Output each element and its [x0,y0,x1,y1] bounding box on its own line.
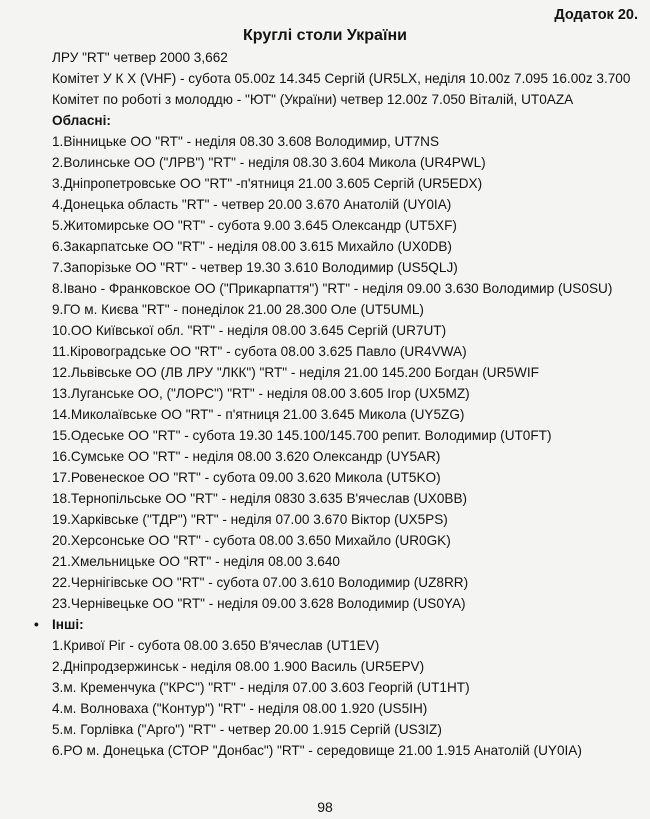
list-item: 12.Львівське ОО (ЛВ ЛРУ "ЛКК") "RT" - неділя 21.00 145.200 Богдан (UR5WIF [52,365,539,380]
list-item: 23.Чернівецьке ОО "RT" - неділя 09.00 3.628 Володимир (US0YA) [52,596,466,611]
bullet-icon: • [34,617,39,632]
list-item: 4.Донецька область "RT" - четвер 20.00 3.670 Анатолій (UY0IA) [52,197,452,212]
list-item: 2.Дніпродзержинськ - неділя 08.00 1.900 Василь (UR5EPV) [52,659,425,674]
list-item: 15.Одеське ОО "RT" - субота 19.30 145.100/145.700 репит. Володимир (UT0FT) [52,428,552,443]
list-item: 3.м. Кременчука ("КРС") "RT" - неділя 07.00 3.603 Георгій (UT1HT) [52,680,470,695]
list-item: 21.Хмельницьке ОО "RT" - неділя 08.00 3.640 [52,554,340,569]
list-item: 9.ГО м. Києва "RT" - понеділок 21.00 28.300 Оле (UT5UML) [52,302,424,317]
list-item: 1.Вінницьке ОО "RT" - неділя 08.30 3.608 Володимир, UT7NS [52,134,440,149]
intro-line-vhf-committee: Комітет У К Х (VHF) - субота 05.00z 14.345 Сергій (UR5LX, неділя 10.00z 7.095 16.00z 3.700 [52,71,631,86]
others-heading-row [16,614,640,635]
list-item: 1.Кривої Ріг - субота 08.00 3.650 В'ячеслав (UT1EV) [52,638,380,653]
list-item: 10.ОО Київської обл. "RT" - неділя 08.00 3.645 Сергій (UR7UT) [52,323,447,338]
list-item: 11.Кіровоградське ОО "RT" - субота 08.00 3.625 Павло (UR4VWA) [52,344,467,359]
regional-heading: Обласні: [52,113,111,128]
list-item: 2.Волинське ОО ("ЛРВ") "RT" - неділя 08.30 3.604 Микола (UR4PWL) [52,155,486,170]
list-item: 7.Запорізьке ОО "RT" - четвер 19.30 3.610 Володимир (US5QLJ) [52,260,458,275]
list-item: 8.Івано - Франковское ОО ("Прикарпаття") "RT" - неділя 09.00 3.630 Володимир (US0SU) [52,281,613,296]
page-number: 98 [317,799,333,815]
list-item: 6.Закарпатське ОО "RT" - неділя 08.00 3.615 Михайло (UX0DB) [52,239,452,254]
list-item: 13.Луганське ОО, ("ЛОРС") "RT" - неділя 08.00 3.605 Ігор (UX5MZ) [52,386,470,401]
document-body [16,47,640,761]
list-item: 20.Херсонське ОО "RT" - субота 08.00 3.650 Михайло (UR0GK) [52,533,451,548]
list-item: 18.Тернопільське ОО "RT" - неділя 0830 3.635 В'ячеслав (UX0BB) [52,491,468,506]
page-title: Круглі столи України [243,27,407,44]
list-item: 16.Сумське ОО "RT" - неділя 08.00 3.620 Олександр (UY5AR) [52,449,441,464]
list-item: 4.м. Волноваха ("Контур") "RT" - неділя 08.00 1.920 (US5IH) [52,701,428,716]
list-item: 5.Житомирське ОО "RT" - субота 9.00 3.645 Олександр (UT5XF) [52,218,457,233]
appendix-label: Додаток 20. [554,7,638,23]
list-item: 3.Дніпропетровське ОО "RT" -п'ятниця 21.00 3.605 Сергій (UR5EDX) [52,176,483,191]
list-item: 6.РО м. Донецька (СТОР "Донбас") "RT" - середовище 21.00 1.915 Анатолій (UY0IA) [52,743,582,758]
intro-line-lru: ЛРУ "RT" четвер 2000 3,662 [52,50,228,65]
others-heading: Інші: [52,617,84,632]
list-item: 5.м. Горлівка ("Арго") "RT" - четвер 20.00 1.915 Сергій (US3IZ) [52,722,442,737]
intro-line-youth-committee: Комітет по роботі з молоддю - "ЮТ" (України) четвер 12.00z 7.050 Віталій, UT0AZA [52,92,574,107]
list-item: 17.Ровенеское ОО "RT" - субота 09.00 3.620 Микола (UT5KO) [52,470,441,485]
list-item: 14.Миколаївське ОО "RT" - п'ятниця 21.00 3.645 Микола (UY5ZG) [52,407,465,422]
list-item: 19.Харківське ("ТДР") "RT" - неділя 07.00 3.670 Віктор (UX5PS) [52,512,448,527]
list-item: 22.Чернігівське ОО "RT" - субота 07.00 3.610 Володимир (UZ8RR) [52,575,469,590]
